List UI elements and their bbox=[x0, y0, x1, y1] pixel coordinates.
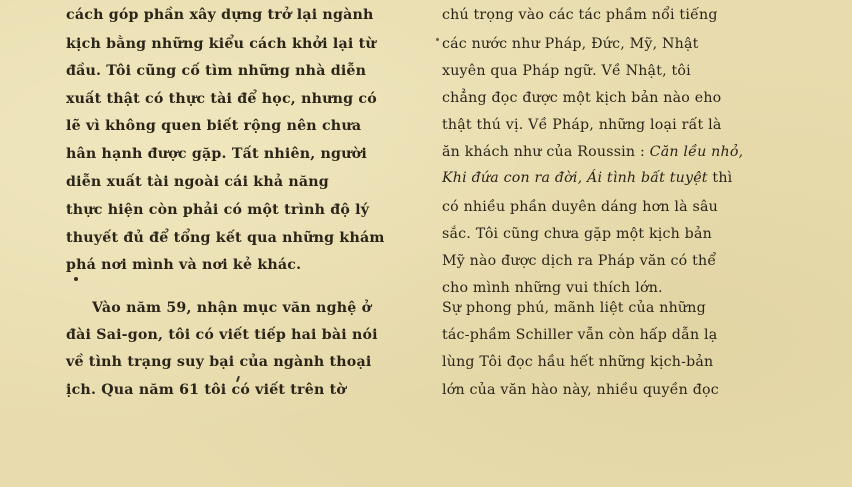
text-line: Sự phong phú, mãnh liệt của những bbox=[442, 300, 706, 316]
print-speck bbox=[436, 38, 439, 41]
text-line: sắc. Tôi cũng chưa gặp một kịch bản bbox=[442, 226, 712, 242]
text-line: thực hiện còn phải có một trình độ lý bbox=[66, 202, 370, 218]
text-segment: ăn khách như của Roussin : bbox=[442, 144, 650, 160]
text-segment: thì bbox=[707, 170, 733, 186]
text-line: về tình trạng suy bại của ngành thoại bbox=[66, 354, 372, 370]
text-line bbox=[442, 169, 732, 187]
text-line: thật thú vị. Về Pháp, những loại rất là bbox=[442, 117, 722, 133]
italic-titles: Khi đứa con ra đời, Ái tình bất tuyệt bbox=[442, 170, 708, 186]
text-line: đầu. Tôi cũng cố tìm những nhà diễn bbox=[66, 63, 367, 79]
text-line: chú trọng vào các tác phầm nổi tiếng bbox=[442, 7, 718, 23]
text-line: lùng Tôi đọc hầu hết những kịch-bản bbox=[442, 354, 714, 370]
text-line: tác-phầm Schiller vẫn còn hấp dẫn lạ bbox=[442, 327, 718, 343]
text-line: thuyết đủ để tổng kết qua những khám bbox=[66, 230, 385, 246]
text-line: các nước như Pháp, Đức, Mỹ, Nhật bbox=[442, 36, 699, 52]
text-line: có nhiều phần duyên dáng hơn là sâu bbox=[442, 199, 719, 215]
text-line: chẳng đọc được một kịch bản nào eho bbox=[442, 90, 722, 106]
text-line: kịch bằng những kiểu cách khởi lại từ bbox=[66, 36, 376, 52]
text-line: Mỹ nào được dịch ra Pháp văn có thể bbox=[442, 253, 717, 269]
text-line: đài Sai-gon, tôi có viết tiếp hai bài nói bbox=[66, 327, 378, 343]
text-line: hân hạnh được gặp. Tất nhiên, người bbox=[66, 146, 367, 162]
text-line: cách góp phần xây dựng trở lại ngành bbox=[66, 7, 374, 23]
text-line: ịch. Qua năm 61 tôi có viết trên tờ bbox=[66, 382, 347, 398]
paragraph-first-line: Vào năm 59, nhận mục văn nghệ ở bbox=[92, 300, 372, 316]
text-line: xuất thật có thực tài để học, nhưng có bbox=[66, 91, 377, 107]
text-line: cho mình những vui thích lớn. bbox=[442, 280, 663, 296]
text-line: phá nơi mình và nơi kẻ khác. bbox=[66, 257, 302, 273]
text-line bbox=[442, 143, 743, 161]
text-line: lẽ vì không quen biết rộng nên chưa bbox=[66, 118, 362, 134]
print-dot bbox=[74, 277, 78, 281]
text-line: xuyên qua Pháp ngữ. Về Nhật, tôi bbox=[442, 63, 691, 79]
text-line: diễn xuất tài ngoài cái khả năng bbox=[66, 174, 329, 190]
text-line: lớn của văn hào này, nhiều quyền đọc bbox=[442, 382, 719, 398]
italic-title: Căn lều nhỏ, bbox=[649, 144, 744, 160]
